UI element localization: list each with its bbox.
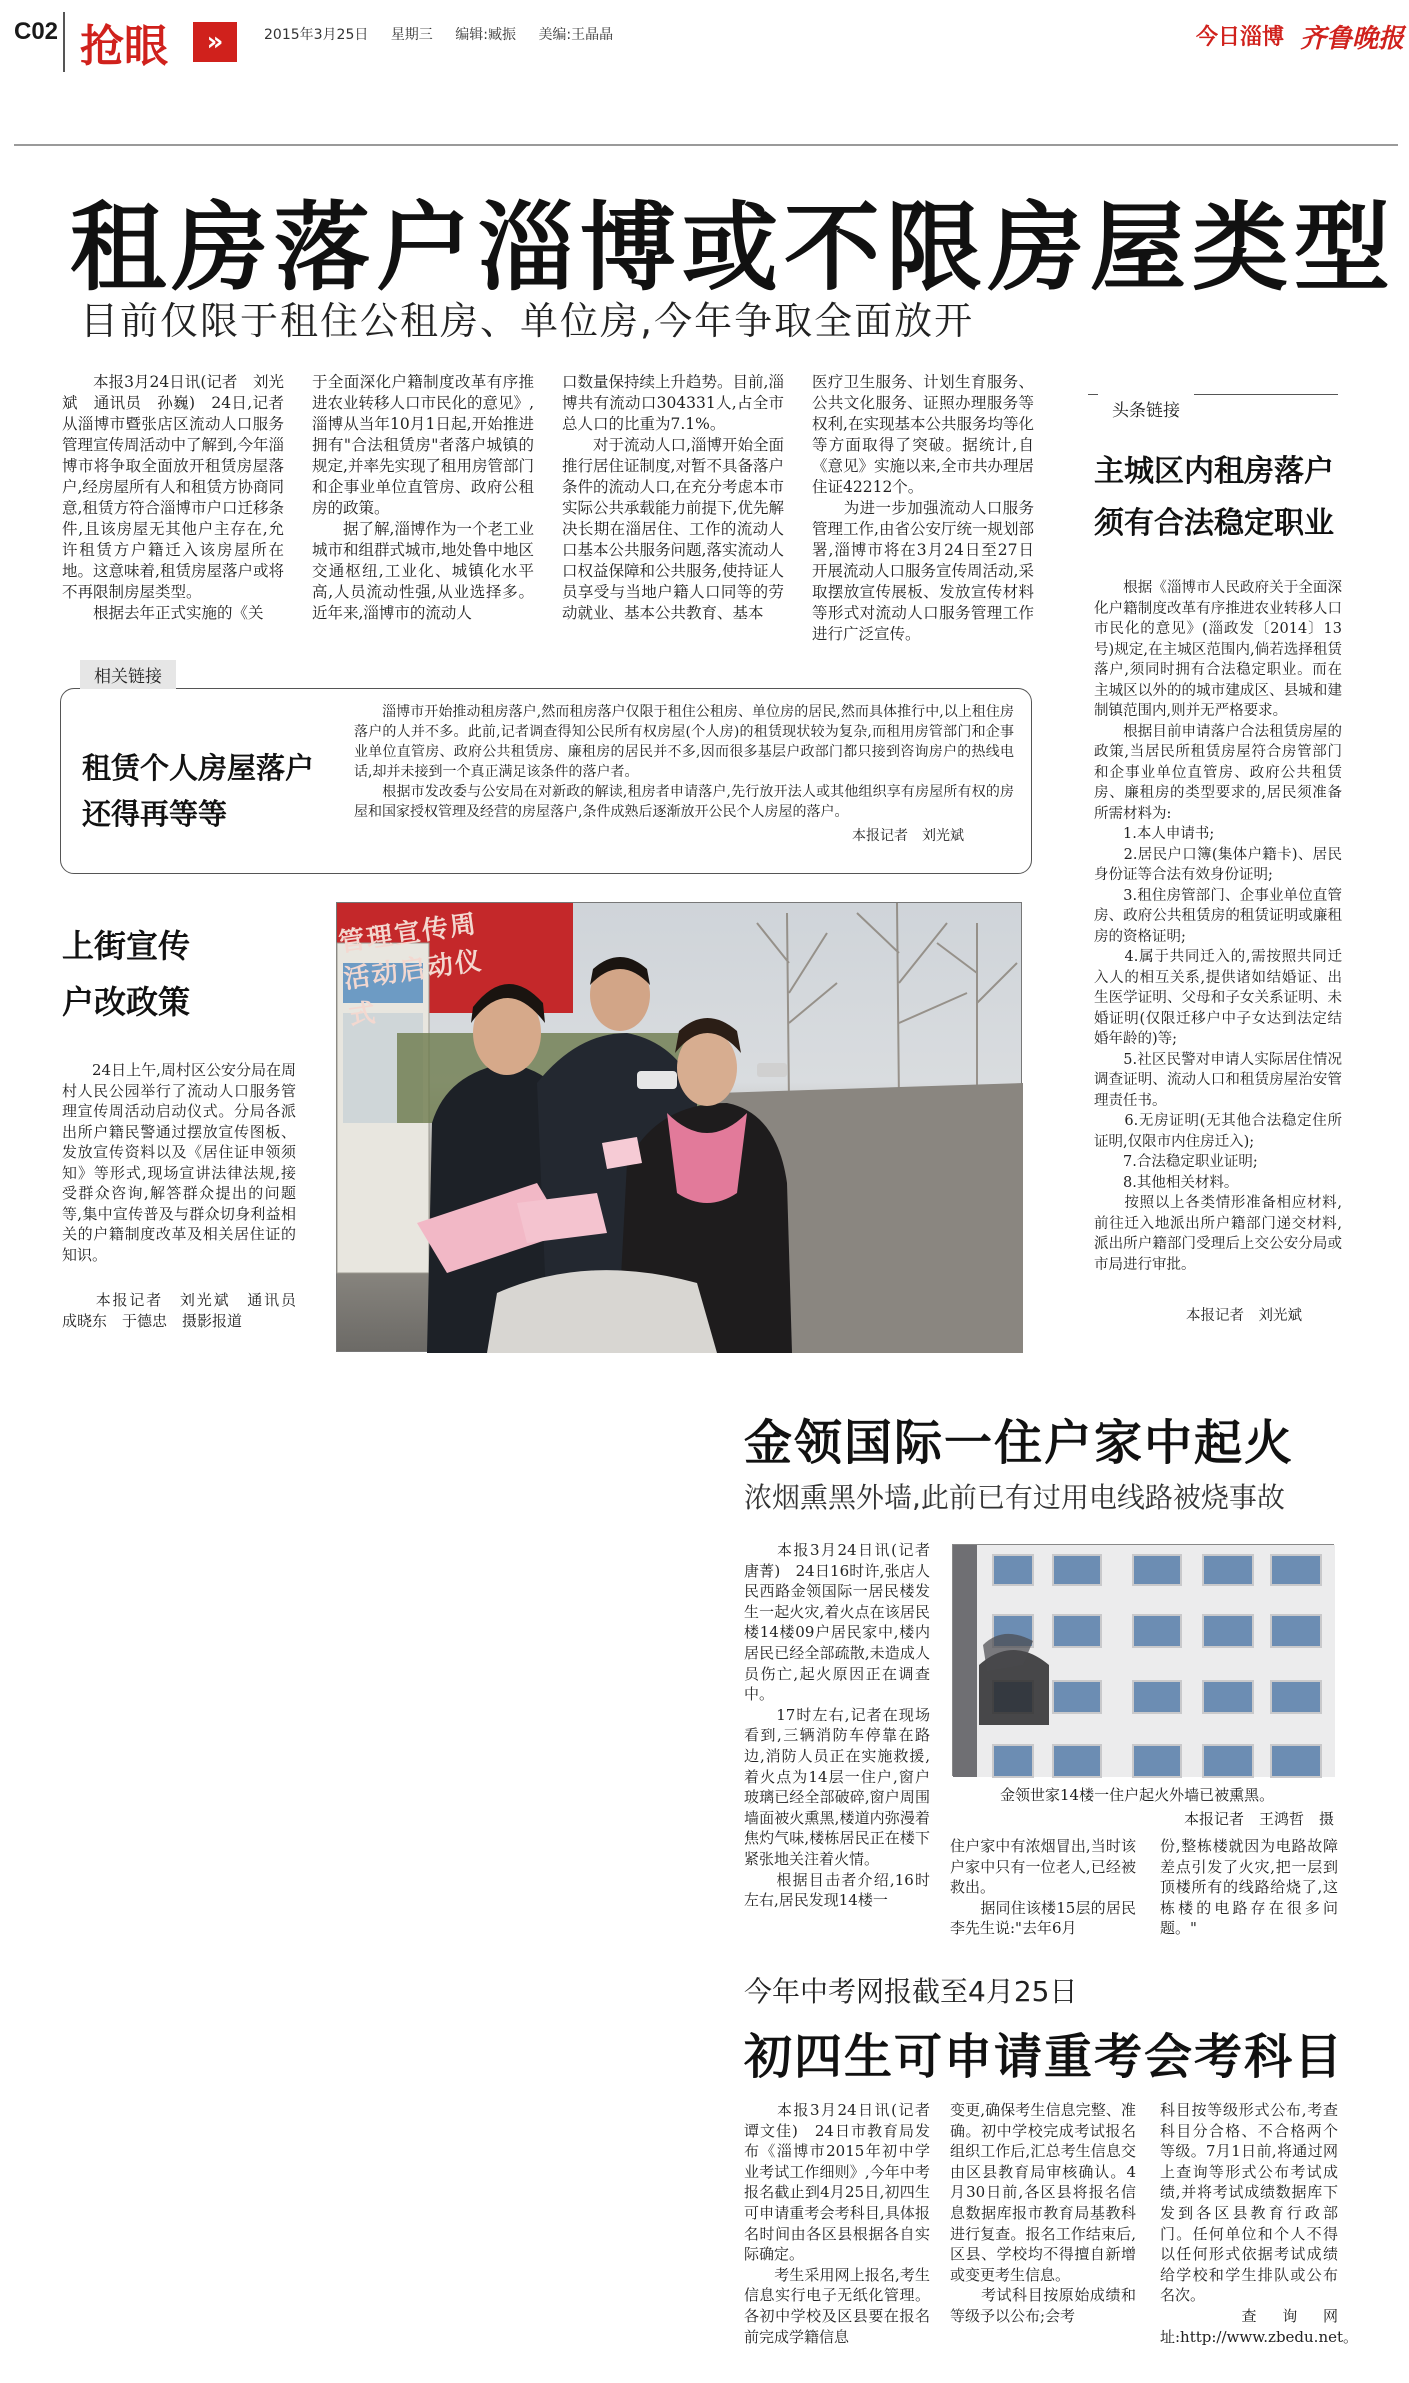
fire-photo-building bbox=[953, 1545, 1335, 1777]
street-title-line-1: 上街宣传 bbox=[62, 927, 191, 965]
editor: 编辑:臧振 bbox=[455, 27, 516, 43]
fire-column-3: 份,整栋楼就因为电路故障差点引发了火灾,把一层到顶楼所有的线路给烧了,这栋楼的电路存在很多问题。" bbox=[1160, 1837, 1338, 1938]
header-rule bbox=[14, 144, 1398, 146]
exam-headline: 初四生可申请重考会考科目 bbox=[744, 2029, 1345, 2085]
issue-date: 2015年3月25日 bbox=[264, 27, 369, 43]
issue-weekday: 星期三 bbox=[390, 27, 433, 43]
brand-local: 今日淄博 bbox=[1196, 25, 1285, 50]
lead-headline: 租房落户淄博或不限房屋类型 bbox=[70, 192, 1396, 304]
exam-column-3: 科目按等级形式公布,考查科目分合格、不合格两个等级。7月1日前,将通过网上查询等形式公布考试成绩,并将考试成绩数据库下发到各区县教育行政部门。任何单位和个人不得以任何形式依据考试成绩给学校和学生排队或公布名次。 查询网址:http://www.zbedu.net。 bbox=[1160, 2101, 1359, 2346]
brand-logo: 齐鲁晚报 bbox=[1300, 24, 1405, 54]
page-number: C02 bbox=[14, 18, 59, 45]
fire-headline: 金领国际一住户家中起火 bbox=[744, 1415, 1295, 1471]
related-link-text: 淄博市开始推动租房落户,然而租房落户仅限于租住公租房、单位房的居民,然而具体推行中,以上租住房落户的人并不多。此前,记者调查得知公民所有权房屋(个人房)的租赁现状较为复杂,而租用房管部门和企事业单位直管房、政府公共租赁房、廉租房的居民并不多,因而很多基层户政部门都只接到咨询房户的热线电话,却并未接到一个真正满足该条件的落户者。 根据市发改委与公安局在对新政的解读,租房者申请落户,先行放开法人或其他组织享有房屋所有权的房屋和国家授权管理及经营的房屋落户,条件成熟后逐渐放开公民个人房屋的落户。 bbox=[354, 704, 1014, 820]
fire-photo-credit: 本报记者 王鸿哲 摄 bbox=[1184, 1810, 1335, 1828]
sidebar-title-line-1: 主城区内租房落户 bbox=[1094, 454, 1334, 489]
street-text: 24日上午,周村区公安分局在周村人民公园举行了流动人口服务管理宣传周活动启动仪式。分局各派出所户籍民警通过摆放宣传图板、发放宣传资料以及《居住证申领须知》等形式,现场宣讲法律法规,接受群众咨询,解答群众提出的问题等,集中宣传普及与群众切身利益相关的户籍制度改革及相关居住证的知识。 bbox=[62, 1061, 296, 1264]
sidebar-byline: 本报记者 刘光斌 bbox=[1186, 1308, 1302, 1324]
section-name: 抢眼 bbox=[80, 21, 168, 72]
lead-subheadline: 目前仅限于租住公租房、单位房,今年争取全面放开 bbox=[80, 299, 975, 343]
fire-subheadline: 浓烟熏黑外墙,此前已有过用电线路被烧事故 bbox=[744, 1481, 1285, 1514]
fire-photo bbox=[952, 1544, 1334, 1776]
sidebar-tag: 头条链接 bbox=[1098, 394, 1194, 423]
lead-column-2: 于全面深化户籍制度改革有序推进农业转移人口市民化的意见》,淄博从当年10月1日起,开始推进拥有"合法租赁房"者落户城镇的规定,并率先实现了租用房管部门和企事业单位直管房、政府公租房的政策。 据了解,淄博作为一个老工业城市和组群式城市,地处鲁中地区交通枢纽,工业化、城镇化水平高,人员流动性强,从业选择多。近年来,淄博市的流动人 bbox=[312, 373, 534, 622]
designer: 美编:王晶晶 bbox=[538, 27, 614, 43]
exam-column-1: 本报3月24日讯(记者 谭文佳) 24日市教育局发布《淄博市2015年初中学业考试工作细则》,今年中考报名截止到4月25日,初四生可申请重考会考科目,具体报名时间由各区县根据各自实际确定。 考生采用网上报名,考生信息实行电子无纸化管理。各初中学校及区县要在报名前完成学籍信息 bbox=[744, 2101, 930, 2346]
lead-column-1: 本报3月24日讯(记者 刘光斌 通讯员 孙巍) 24日,记者从淄博市暨张店区流动人口服务管理宣传周活动中了解到,今年淄博市将争取全面放开租赁房屋落户,经房屋所有人和租赁方协商同意,租赁方符合淄博市户口迁移条件,且该房屋无其他户主存在,允许租赁方户籍迁入该房屋所在地。这意味着,租赁房屋落户或将不再限制房屋类型。 根据去年正式实施的《关 bbox=[62, 373, 284, 622]
lead-column-4: 医疗卫生服务、计划生育服务、公共文化服务、证照办理服务等权利,在实现基本公共服务均等化等方面取得了突破。据统计,自《意见》实施以来,全市共办理居住证42212个。 为进一步加强流动人口服务管理工作,由省公安厅统一规划部署,淄博市将在3月24日至27日开展流动人口服务宣传周活动,采取摆放宣传展板、发放宣传材料等形式对流动人口服务管理工作进行广泛宣传。 bbox=[812, 373, 1034, 643]
street-title-line-2: 户改政策 bbox=[62, 983, 191, 1021]
exam-kicker: 今年中考网报截至4月25日 bbox=[744, 1975, 1078, 2008]
fire-column-1: 本报3月24日讯(记者 唐菁) 24日16时许,张店人民西路金领国际一居民楼发生一起火灾,着火点在该居民楼14楼09户居民家中,楼内居民已经全部疏散,未造成人员伤亡,起火原因正在调查中。 17时左右,记者在现场看到,三辆消防车停靠在路边,消防人员正在实施救援,着火点为14层一住户,窗户玻璃已经全部破碎,窗户周围墙面被火熏黑,楼道内弥漫着焦灼气味,楼栋居民正在楼下紧张地关注着火情。 根据目击者介绍,16时左右,居民发现14楼一 bbox=[744, 1541, 930, 1910]
related-link-byline: 本报记者 刘光斌 bbox=[852, 828, 964, 844]
fire-photo-caption: 金领世家14楼一住户起火外墙已被熏黑。 bbox=[1000, 1786, 1275, 1804]
sidebar-title-line-2: 须有合法稳定职业 bbox=[1094, 506, 1334, 541]
related-link-tag: 相关链接 bbox=[80, 660, 176, 689]
lead-column-3: 口数量保持续上升趋势。目前,淄博共有流动口304331人,占全市总人口的比重为7.1%。 对于流动人口,淄博开始全面推行居住证制度,对暂不具备落户条件的流动人口,在充分考虑本市实际公共承载能力前提下,优先解决长期在淄居住、工作的流动人口基本公共服务问题,落实流动人口权益保障和公共服务,使持证人员享受与当地户籍人口同等的劳动就业、基本公共教育、基本 bbox=[562, 373, 784, 622]
street-photo bbox=[336, 902, 1022, 1352]
sidebar-text: 根据《淄博市人民政府关于全面深化户籍制度改革有序推进农业转移人口市民化的意见》(淄政发〔2014〕13号)规定,在主城区范围内,倘若选择租赁落户,须同时拥有合法稳定职业。而在主城区以外的的城市建成区、县城和建制镇范围内,则并无严格要求。 根据目前申请落户合法租赁房屋的政策,当居民所租赁房屋符合房管部门和企事业单位直管房、政府公共租赁房、廉租房的类型要求的,居民须准备所需材料为: 1.本人申请书; 2.居民户口簿(集体户籍卡)、居民身份证等合法有效身份证明; 3.租住房管部门、企事业单位直管房、政府公共租赁房的租赁证明或廉租房的资格证明; 4.属于共同迁入的,需按照共同迁入人的相互关系,提供诸如结婚证、出生医学证明、父母和子女关系证明、未婚证明(仅限迁移户中子女达到法定结婚年龄的)等; 5.社区民警对申请人实际居住情况调查证明、流动人口和租赁房屋治安管理责任书。 6.无房证明(无其他合法稳定住所证明,仅限市内住房迁入); 7.合法稳定职业证明; 8.其他相关材料。 按照以上各类情形准备相应材料,前往迁入地派出所户籍部门递交材料,派出所户籍部门受理后上交公安分局或市局进行审批。 bbox=[1094, 580, 1342, 1273]
related-link-title: 租赁个人房屋落户还得再等等 bbox=[82, 751, 315, 831]
header-divider bbox=[63, 12, 65, 72]
section-arrow-icon: » bbox=[193, 22, 237, 62]
fire-column-2: 住户家中有浓烟冒出,当时该户家中只有一位老人,已经被救出。 据同住该楼15层的居民李先生说:"去年6月 bbox=[950, 1837, 1136, 1938]
header-meta bbox=[264, 24, 631, 44]
street-photo-banner-text: 管理宣传周活动启动仪式 bbox=[336, 909, 485, 1032]
exam-column-2: 变更,确保考生信息完整、准确。初中学校完成考试报名组织工作后,汇总考生信息交由区县教育局审核确认。4月30日前,各区县将报名信息数据库报市教育局基教科进行复查。报名工作结束后,区县、学校均不得擅自新增或变更考生信息。 考试科目按原始成绩和等级予以公布;会考 bbox=[950, 2101, 1136, 2325]
street-byline: 本报记者 刘光斌 通讯员 成晓东 于德忠 摄影报道 bbox=[62, 1291, 312, 1330]
